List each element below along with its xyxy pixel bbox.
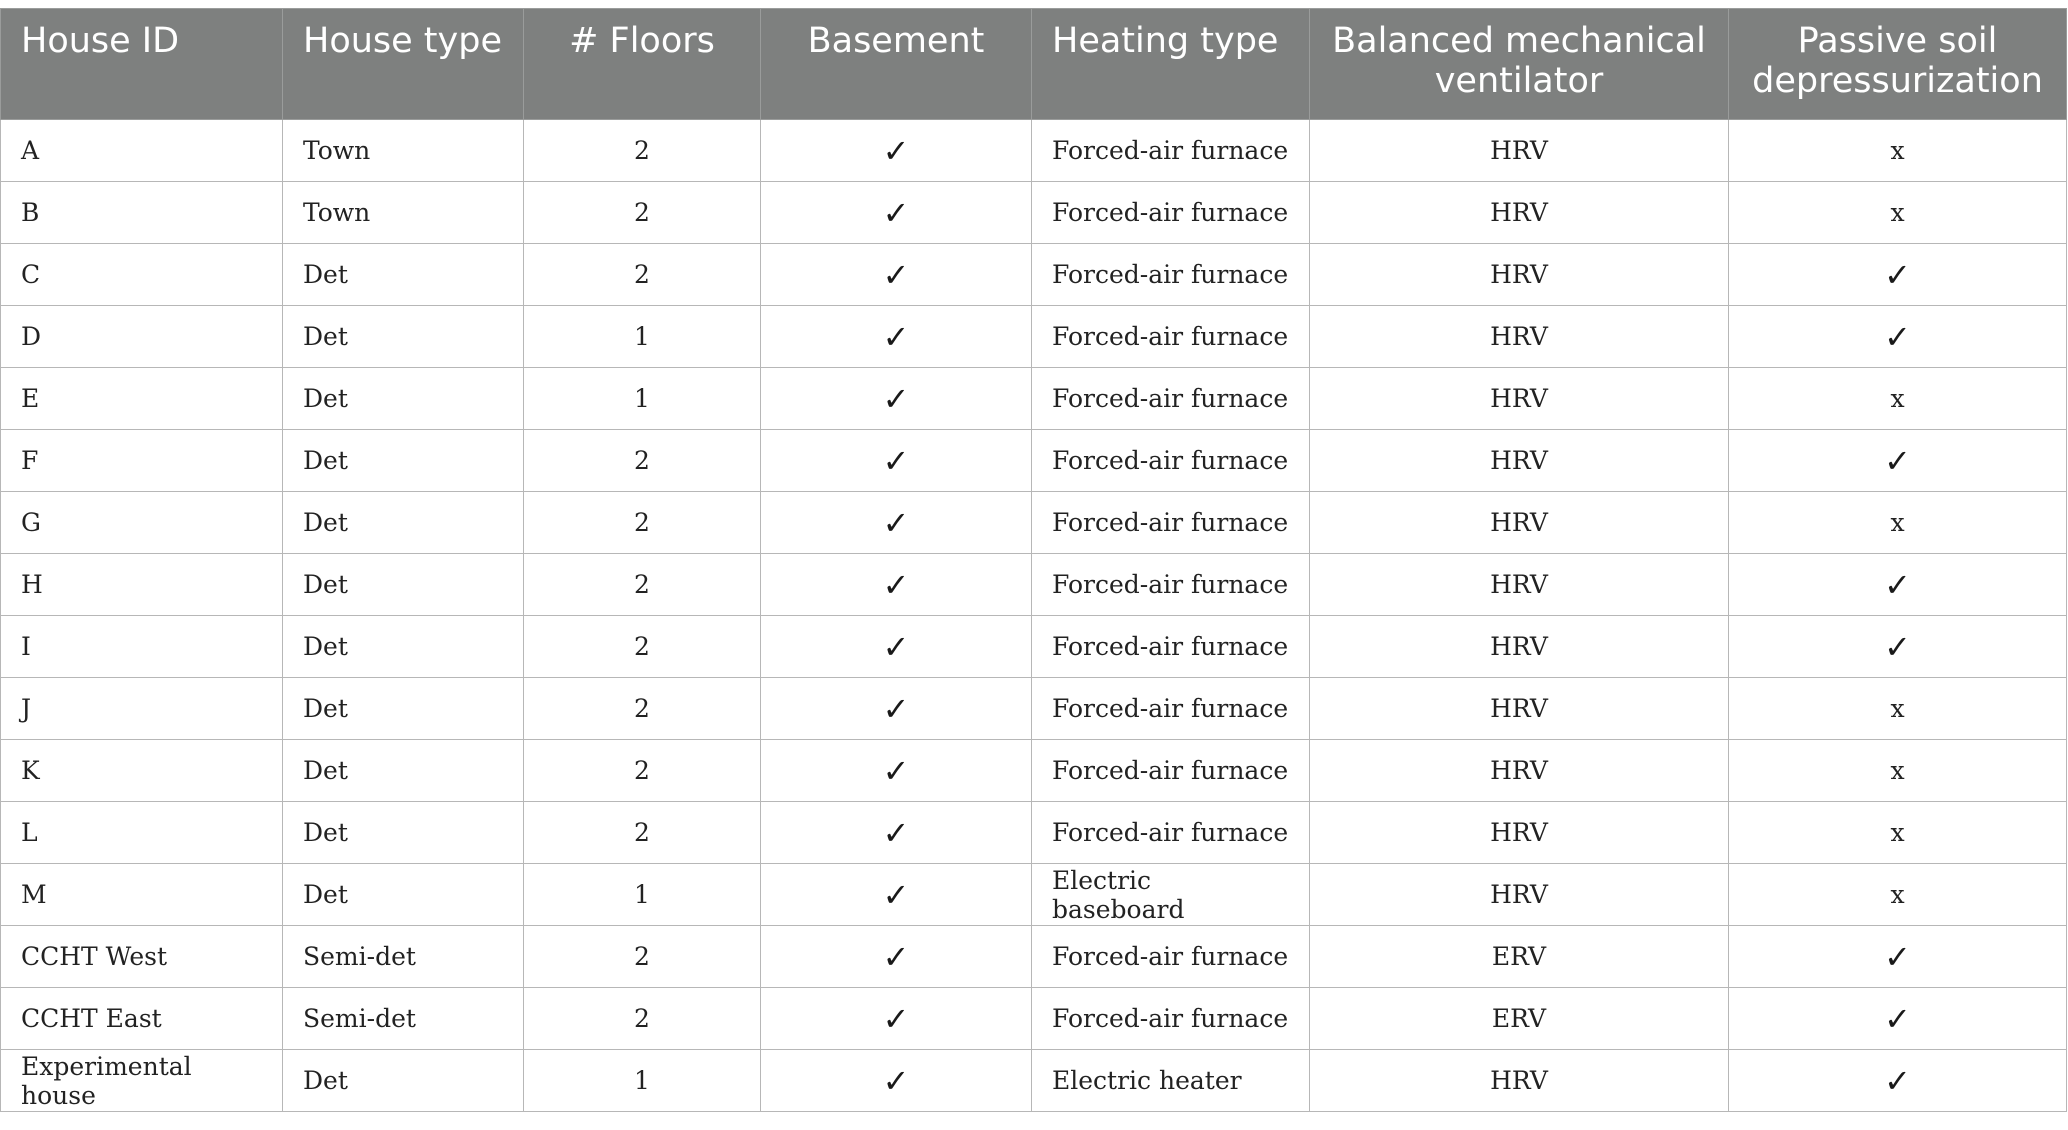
cell-basement: ✓ — [761, 430, 1032, 492]
table-row — [1, 182, 2067, 244]
cell-heating-type: Forced-air furnace — [1032, 120, 1310, 182]
cell-basement: ✓ — [761, 244, 1032, 306]
table-row — [1, 120, 2067, 182]
table-header — [1, 9, 2067, 120]
col-header-house-id: House ID — [1, 9, 283, 120]
cell-floors: 1 — [524, 1050, 761, 1112]
cell-house-id: D — [1, 306, 283, 368]
cell-basement: ✓ — [761, 368, 1032, 430]
header-row — [1, 9, 2067, 120]
table-row — [1, 678, 2067, 740]
table-row — [1, 740, 2067, 802]
cell-house-id: M — [1, 864, 283, 926]
table-row — [1, 306, 2067, 368]
cell-house-id: CCHT East — [1, 988, 283, 1050]
cell-soil-depressurization: x — [1729, 864, 2067, 926]
cell-soil-depressurization: ✓ — [1729, 1050, 2067, 1112]
table-row — [1, 368, 2067, 430]
cell-house-id: K — [1, 740, 283, 802]
cell-heating-type: Forced-air furnace — [1032, 368, 1310, 430]
cell-house-type: Town — [283, 120, 524, 182]
cell-soil-depressurization: ✓ — [1729, 244, 2067, 306]
cell-basement: ✓ — [761, 926, 1032, 988]
cell-house-id: A — [1, 120, 283, 182]
cell-house-id: I — [1, 616, 283, 678]
cell-heating-type: Forced-air furnace — [1032, 244, 1310, 306]
cell-house-id: F — [1, 430, 283, 492]
table-row — [1, 1050, 2067, 1112]
cell-floors: 2 — [524, 182, 761, 244]
cell-ventilator: HRV — [1310, 1050, 1729, 1112]
cell-house-type: Det — [283, 368, 524, 430]
table-row — [1, 554, 2067, 616]
cell-house-type: Det — [283, 430, 524, 492]
cell-ventilator: HRV — [1310, 678, 1729, 740]
table-row — [1, 244, 2067, 306]
cell-basement: ✓ — [761, 678, 1032, 740]
cell-ventilator: HRV — [1310, 616, 1729, 678]
cell-basement: ✓ — [761, 306, 1032, 368]
cell-heating-type: Forced-air furnace — [1032, 740, 1310, 802]
cell-house-type: Det — [283, 740, 524, 802]
cell-soil-depressurization: x — [1729, 120, 2067, 182]
col-header-heating-type: Heating type — [1032, 9, 1310, 120]
cell-basement: ✓ — [761, 740, 1032, 802]
cell-soil-depressurization: ✓ — [1729, 554, 2067, 616]
cell-house-type: Det — [283, 678, 524, 740]
table-row — [1, 492, 2067, 554]
cell-house-type: Det — [283, 306, 524, 368]
cell-soil-depressurization: ✓ — [1729, 430, 2067, 492]
cell-floors: 1 — [524, 368, 761, 430]
cell-heating-type: Electric baseboard — [1032, 864, 1310, 926]
cell-house-id: L — [1, 802, 283, 864]
cell-soil-depressurization: x — [1729, 182, 2067, 244]
cell-floors: 2 — [524, 244, 761, 306]
cell-basement: ✓ — [761, 492, 1032, 554]
cell-basement: ✓ — [761, 182, 1032, 244]
cell-heating-type: Forced-air furnace — [1032, 678, 1310, 740]
cell-heating-type: Forced-air furnace — [1032, 306, 1310, 368]
cell-ventilator: HRV — [1310, 864, 1729, 926]
cell-soil-depressurization: x — [1729, 492, 2067, 554]
cell-soil-depressurization: ✓ — [1729, 988, 2067, 1050]
cell-house-id: G — [1, 492, 283, 554]
table-row — [1, 616, 2067, 678]
cell-house-id: CCHT West — [1, 926, 283, 988]
cell-heating-type: Forced-air furnace — [1032, 492, 1310, 554]
cell-heating-type: Forced-air furnace — [1032, 802, 1310, 864]
cell-house-type: Det — [283, 616, 524, 678]
cell-floors: 1 — [524, 864, 761, 926]
cell-heating-type: Forced-air furnace — [1032, 182, 1310, 244]
cell-heating-type: Forced-air furnace — [1032, 926, 1310, 988]
table-row — [1, 430, 2067, 492]
cell-house-id: C — [1, 244, 283, 306]
cell-house-type: Town — [283, 182, 524, 244]
house-table — [0, 8, 2067, 1112]
cell-soil-depressurization: x — [1729, 368, 2067, 430]
cell-house-id: H — [1, 554, 283, 616]
cell-basement: ✓ — [761, 554, 1032, 616]
cell-ventilator: ERV — [1310, 988, 1729, 1050]
cell-heating-type: Forced-air furnace — [1032, 988, 1310, 1050]
cell-heating-type: Electric heater — [1032, 1050, 1310, 1112]
cell-ventilator: HRV — [1310, 120, 1729, 182]
cell-ventilator: HRV — [1310, 430, 1729, 492]
cell-floors: 2 — [524, 120, 761, 182]
col-header-basement: Basement — [761, 9, 1032, 120]
cell-floors: 1 — [524, 306, 761, 368]
cell-house-type: Semi-det — [283, 988, 524, 1050]
cell-house-type: Det — [283, 864, 524, 926]
cell-ventilator: HRV — [1310, 492, 1729, 554]
cell-heating-type: Forced-air furnace — [1032, 616, 1310, 678]
cell-floors: 2 — [524, 678, 761, 740]
cell-basement: ✓ — [761, 802, 1032, 864]
cell-ventilator: HRV — [1310, 182, 1729, 244]
col-header-ventilator: Balanced mechanical ventilator — [1310, 9, 1729, 120]
cell-floors: 2 — [524, 554, 761, 616]
cell-floors: 2 — [524, 430, 761, 492]
cell-floors: 2 — [524, 616, 761, 678]
cell-ventilator: HRV — [1310, 802, 1729, 864]
cell-floors: 2 — [524, 740, 761, 802]
cell-house-id: E — [1, 368, 283, 430]
cell-ventilator: HRV — [1310, 740, 1729, 802]
cell-basement: ✓ — [761, 616, 1032, 678]
cell-ventilator: HRV — [1310, 368, 1729, 430]
cell-heating-type: Forced-air furnace — [1032, 430, 1310, 492]
cell-ventilator: HRV — [1310, 306, 1729, 368]
table-row — [1, 926, 2067, 988]
col-header-house-type: House type — [283, 9, 524, 120]
cell-soil-depressurization: x — [1729, 678, 2067, 740]
cell-floors: 2 — [524, 926, 761, 988]
cell-soil-depressurization: ✓ — [1729, 616, 2067, 678]
table-row — [1, 864, 2067, 926]
cell-floors: 2 — [524, 988, 761, 1050]
col-header-soil-depressurization: Passive soil depressurization — [1729, 9, 2067, 120]
cell-heating-type: Forced-air furnace — [1032, 554, 1310, 616]
cell-ventilator: HRV — [1310, 244, 1729, 306]
cell-house-type: Det — [283, 492, 524, 554]
cell-soil-depressurization: x — [1729, 740, 2067, 802]
cell-basement: ✓ — [761, 1050, 1032, 1112]
cell-house-id: J — [1, 678, 283, 740]
cell-ventilator: HRV — [1310, 554, 1729, 616]
table-row — [1, 802, 2067, 864]
cell-ventilator: ERV — [1310, 926, 1729, 988]
cell-basement: ✓ — [761, 864, 1032, 926]
cell-soil-depressurization: ✓ — [1729, 926, 2067, 988]
cell-floors: 2 — [524, 492, 761, 554]
cell-soil-depressurization: x — [1729, 802, 2067, 864]
cell-basement: ✓ — [761, 988, 1032, 1050]
cell-house-type: Det — [283, 1050, 524, 1112]
cell-basement: ✓ — [761, 120, 1032, 182]
table-row — [1, 988, 2067, 1050]
table-body — [1, 120, 2067, 1112]
cell-house-type: Det — [283, 802, 524, 864]
cell-floors: 2 — [524, 802, 761, 864]
cell-house-type: Det — [283, 244, 524, 306]
cell-house-type: Det — [283, 554, 524, 616]
cell-house-type: Semi-det — [283, 926, 524, 988]
cell-house-id: B — [1, 182, 283, 244]
col-header-floors: # Floors — [524, 9, 761, 120]
cell-soil-depressurization: ✓ — [1729, 306, 2067, 368]
cell-house-id: Experimental house — [1, 1050, 283, 1112]
